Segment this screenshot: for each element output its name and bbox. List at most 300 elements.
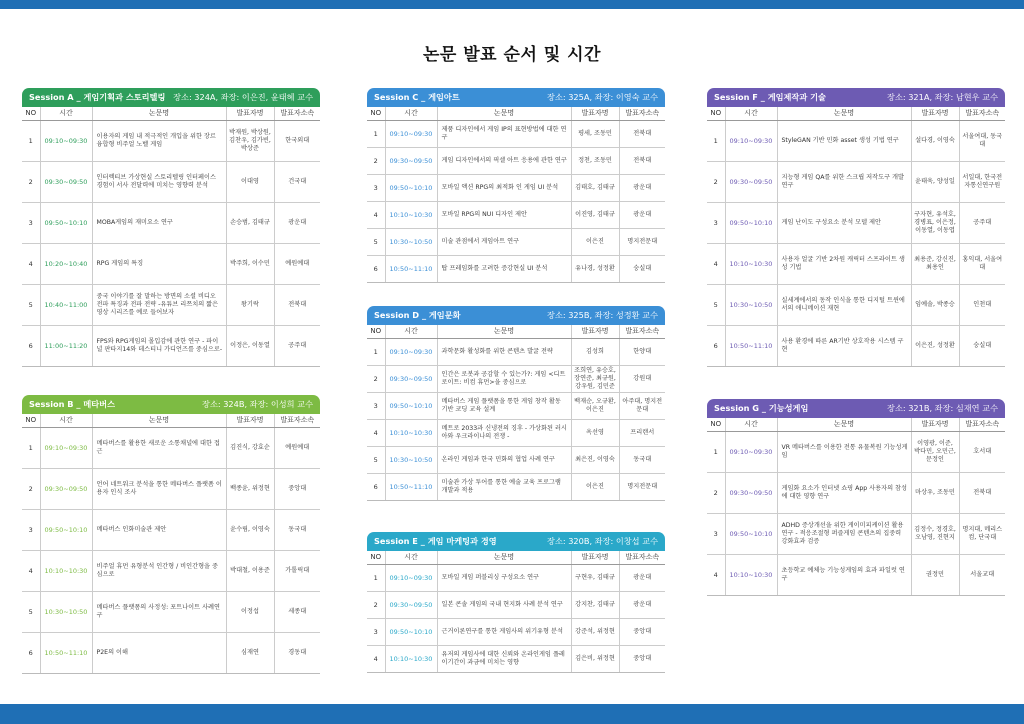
table-row <box>22 591 320 632</box>
session-header <box>367 306 665 325</box>
row-presenter: 심재연 <box>226 632 274 673</box>
top-accent-bar <box>0 0 1024 9</box>
row-affiliation: 서울여대, 동국대 <box>959 120 1005 161</box>
table-row <box>707 554 1005 595</box>
row-time: 09:10~09:30 <box>725 120 777 161</box>
row-affiliation: 광운대 <box>619 564 665 591</box>
row-presenter: 이영광, 이준, 박다민, 오민근, 문정인 <box>911 431 959 472</box>
row-time: 09:10~09:30 <box>385 120 437 147</box>
session-a <box>22 88 320 367</box>
table-row <box>367 228 665 255</box>
table-header-row <box>707 418 1005 431</box>
table-header-row <box>367 551 665 564</box>
row-time: 09:50~10:10 <box>40 509 92 550</box>
row-no: 6 <box>367 473 385 500</box>
row-affiliation: 전북대 <box>619 147 665 174</box>
row-no: 1 <box>22 427 40 468</box>
col-time: 시간 <box>385 325 437 338</box>
table-header-row <box>22 107 320 120</box>
row-title: 사용자 얼굴 기반 2차원 캐릭터 스프라이트 생성 기법 <box>777 243 911 284</box>
row-presenter: 옥선영 <box>571 419 619 446</box>
row-presenter: 박재원, 박상원, 김찬우, 김가빈, 박상준 <box>226 120 274 161</box>
table-row <box>367 255 665 282</box>
session-g <box>707 399 1005 596</box>
session-f <box>707 88 1005 367</box>
row-affiliation: 프리랜서 <box>619 419 665 446</box>
session-name: Session D _ 게임문화 <box>374 310 461 320</box>
row-no: 1 <box>367 338 385 365</box>
row-title: 지능형 게임 QA를 위한 스크립 저작도구 개발 연구 <box>777 161 911 202</box>
col-title: 논문명 <box>777 418 911 431</box>
table-row <box>707 161 1005 202</box>
row-title: 유저의 게임사에 대한 신뢰와 온라인게임 플레이기간이 과금에 미치는 영향 <box>437 645 571 672</box>
row-presenter: 김진식, 강효순 <box>226 427 274 468</box>
table-header-row <box>22 414 320 427</box>
row-affiliation: 세종대 <box>274 591 320 632</box>
session-header <box>22 88 320 107</box>
session-info: 장소: 325B, 좌장: 성정환 교수 <box>547 310 658 320</box>
table-row <box>367 473 665 500</box>
row-title: StyleGAN 기반 민화 asset 생성 기법 연구 <box>777 120 911 161</box>
row-title: 사용 환경에 따른 AR기반 상호작용 시스템 구현 <box>777 325 911 366</box>
table-row <box>367 365 665 392</box>
row-affiliation: 광운대 <box>274 202 320 243</box>
table-row <box>367 645 665 672</box>
row-presenter: 강지찬, 김태규 <box>571 591 619 618</box>
col-no: NO <box>22 107 40 120</box>
table-row <box>707 243 1005 284</box>
row-affiliation: 중앙대 <box>274 468 320 509</box>
row-title: 모바일 액션 RPG의 최적화 인 게임 UI 분석 <box>437 174 571 201</box>
table-row <box>367 564 665 591</box>
row-presenter: 조희연, 유승호, 장연준, 최규원, 강우원, 김민준 <box>571 365 619 392</box>
row-affiliation: 경동대 <box>274 632 320 673</box>
row-time: 09:50~10:10 <box>40 202 92 243</box>
table-row <box>22 325 320 366</box>
col-no: NO <box>367 551 385 564</box>
row-no: 5 <box>707 284 725 325</box>
col-no: NO <box>707 418 725 431</box>
row-no: 6 <box>22 325 40 366</box>
row-presenter: 이은진 <box>571 473 619 500</box>
row-title: 근거이론연구를 통한 게임사의 위기유형 분석 <box>437 618 571 645</box>
col-presenter: 발표자명 <box>911 418 959 431</box>
row-presenter: 윤태욱, 양성일 <box>911 161 959 202</box>
row-affiliation: 건국대 <box>274 161 320 202</box>
row-title: 비주얼 휴먼 유형분석 인간형 / 비인간형을 중심으로 <box>92 550 226 591</box>
row-time: 10:30~10:50 <box>385 228 437 255</box>
row-presenter: 유나경, 성정환 <box>571 255 619 282</box>
row-no: 3 <box>22 509 40 550</box>
row-title: 메트로 2033과 신냉전의 징후 - 가상화된 러시아와 우크라이나의 전쟁 - <box>437 419 571 446</box>
col-time: 시간 <box>385 551 437 564</box>
row-time: 10:40~11:00 <box>40 284 92 325</box>
row-no: 2 <box>22 468 40 509</box>
row-presenter: 구자현, 유석호, 경병표, 이은정, 이동열, 이동엽 <box>911 202 959 243</box>
row-no: 4 <box>707 243 725 284</box>
session-table <box>22 414 320 673</box>
table-row <box>22 632 320 673</box>
session-name: Session E _ 게임 마케팅과 경영 <box>374 536 497 546</box>
row-time: 11:00~11:20 <box>40 325 92 366</box>
table-row <box>367 147 665 174</box>
row-no: 3 <box>707 202 725 243</box>
row-affiliation: 호서대 <box>959 431 1005 472</box>
row-title: 모바일 RPG의 NUI 디자인 제안 <box>437 201 571 228</box>
row-affiliation: 동국대 <box>274 509 320 550</box>
col-presenter: 발표자명 <box>911 107 959 120</box>
row-no: 1 <box>707 431 725 472</box>
bottom-accent-bar <box>0 704 1024 724</box>
session-table <box>367 325 665 500</box>
session-name: Session B _ 메타버스 <box>29 399 115 409</box>
session-d <box>367 306 665 501</box>
row-affiliation: 전북대 <box>959 472 1005 513</box>
row-presenter: 이대영 <box>226 161 274 202</box>
row-time: 09:30~09:50 <box>725 472 777 513</box>
col-no: NO <box>367 107 385 120</box>
row-time: 10:50~11:10 <box>725 325 777 366</box>
row-title: P2E의 이해 <box>92 632 226 673</box>
row-title: 메타버스 게임 플랫폼을 통한 게임 창작 활동 기반 코딩 교육 설계 <box>437 392 571 419</box>
row-no: 3 <box>22 202 40 243</box>
row-time: 09:30~09:50 <box>40 161 92 202</box>
row-presenter: 이은진 <box>571 228 619 255</box>
row-title: 온라인 게임과 한국 민화의 협업 사례 연구 <box>437 446 571 473</box>
row-presenter: 이은진, 성정환 <box>911 325 959 366</box>
row-no: 4 <box>367 201 385 228</box>
session-header <box>367 88 665 107</box>
row-affiliation: 광운대 <box>619 591 665 618</box>
row-title: 메타버스 플랫폼의 사정성: 포트나이트 사례연구 <box>92 591 226 632</box>
row-presenter: 최은진, 이영숙 <box>571 446 619 473</box>
row-no: 2 <box>707 472 725 513</box>
row-time: 09:50~10:10 <box>725 202 777 243</box>
col-affiliation: 발표자소속 <box>619 551 665 564</box>
session-e <box>367 532 665 673</box>
row-presenter: 권정민 <box>911 554 959 595</box>
session-header <box>707 88 1005 107</box>
row-no: 6 <box>367 255 385 282</box>
row-time: 09:50~10:10 <box>385 174 437 201</box>
row-presenter: 임예솔, 박종승 <box>911 284 959 325</box>
table-row <box>367 174 665 201</box>
session-table <box>367 107 665 282</box>
col-affiliation: 발표자소속 <box>274 107 320 120</box>
row-affiliation: 명지대, 메리스컴, 단국대 <box>959 513 1005 554</box>
col-title: 논문명 <box>437 551 571 564</box>
row-title: 게임 난이도 구성요소 분석 모델 제안 <box>777 202 911 243</box>
table-row <box>22 550 320 591</box>
row-time: 10:10~10:30 <box>385 419 437 446</box>
row-affiliation: 한양대 <box>619 338 665 365</box>
col-presenter: 발표자명 <box>571 107 619 120</box>
row-no: 4 <box>707 554 725 595</box>
session-table <box>367 551 665 672</box>
session-header <box>22 395 320 414</box>
row-no: 3 <box>367 174 385 201</box>
row-time: 10:50~11:10 <box>40 632 92 673</box>
row-time: 10:10~10:30 <box>385 645 437 672</box>
row-presenter: 최용준, 강신진, 최용인 <box>911 243 959 284</box>
row-no: 4 <box>22 243 40 284</box>
session-info: 장소: 324A, 좌장: 이은진, 윤태혜 교수 <box>173 92 313 102</box>
row-affiliation: 전북대 <box>619 120 665 147</box>
col-presenter: 발표자명 <box>226 414 274 427</box>
row-affiliation: 서울교대 <box>959 554 1005 595</box>
row-title: 탑 프레임화를 고려한 증강현실 UI 분석 <box>437 255 571 282</box>
row-title: 미술관 가상 투어를 통한 예술 교육 프로그램 개발과 적용 <box>437 473 571 500</box>
row-no: 3 <box>367 618 385 645</box>
row-affiliation: 강원대 <box>619 365 665 392</box>
row-affiliation: 중앙대 <box>619 618 665 645</box>
table-row <box>22 243 320 284</box>
session-info: 장소: 324B, 좌장: 이성희 교수 <box>202 399 313 409</box>
row-presenter: 김성희 <box>571 338 619 365</box>
row-time: 09:50~10:10 <box>385 392 437 419</box>
col-affiliation: 발표자소속 <box>959 107 1005 120</box>
row-time: 09:10~09:30 <box>40 120 92 161</box>
row-presenter: 백재순, 오규환, 이은진 <box>571 392 619 419</box>
row-time: 09:50~10:10 <box>725 513 777 554</box>
row-affiliation: 인천대 <box>959 284 1005 325</box>
row-title: ADHD 증상개선을 위한 게이미피케이션 활용연구 - 적응조절형 퍼즐게임 콘텐츠의 집중력 강화효과 검증 <box>777 513 911 554</box>
row-no: 1 <box>367 564 385 591</box>
row-title: 미술 관점에서 게임아트 연구 <box>437 228 571 255</box>
row-affiliation: 동국대 <box>619 446 665 473</box>
row-time: 10:50~11:10 <box>385 473 437 500</box>
row-no: 3 <box>707 513 725 554</box>
row-affiliation: 광운대 <box>619 174 665 201</box>
row-presenter: 이정은, 이동열 <box>226 325 274 366</box>
row-title: 인간은 로봇과 공감할 수 있는가?: 게임 <디트로이트: 비컴 휴먼>을 중심으로 <box>437 365 571 392</box>
col-affiliation: 발표자소속 <box>959 418 1005 431</box>
col-no: NO <box>367 325 385 338</box>
col-presenter: 발표자명 <box>571 325 619 338</box>
row-affiliation: 전북대 <box>274 284 320 325</box>
table-row <box>22 120 320 161</box>
table-row <box>22 468 320 509</box>
row-time: 10:10~10:30 <box>725 243 777 284</box>
page-title: 논문 발표 순서 및 시간 <box>423 45 601 65</box>
row-no: 5 <box>367 446 385 473</box>
row-time: 09:50~10:10 <box>385 618 437 645</box>
row-time: 09:10~09:30 <box>40 427 92 468</box>
col-title: 논문명 <box>437 325 571 338</box>
col-affiliation: 발표자소속 <box>274 414 320 427</box>
row-presenter: 평세, 조동민 <box>571 120 619 147</box>
col-time: 시간 <box>725 418 777 431</box>
row-no: 1 <box>707 120 725 161</box>
row-no: 2 <box>367 147 385 174</box>
row-title: 언어 네트워크 분석을 통한 메타버스 플랫폼 이용자 인식 조사 <box>92 468 226 509</box>
row-time: 09:10~09:30 <box>385 564 437 591</box>
row-affiliation: 숭실대 <box>619 255 665 282</box>
table-row <box>367 201 665 228</box>
row-title: 중국 이야기를 잘 말하는 방면의 소셜 비디오 전파 특징과 전파 전략 -유튜브 리쯔치의 짧은 영상 시리즈를 예로 들어보자 <box>92 284 226 325</box>
session-table <box>22 107 320 366</box>
row-no: 3 <box>367 392 385 419</box>
col-time: 시간 <box>40 414 92 427</box>
row-title: RPG 게임의 특징 <box>92 243 226 284</box>
table-row <box>707 284 1005 325</box>
row-time: 10:50~11:10 <box>385 255 437 282</box>
row-affiliation: 광운대 <box>619 201 665 228</box>
session-b <box>22 395 320 674</box>
row-title: 모바일 게임 퍼블리싱 구성요소 연구 <box>437 564 571 591</box>
row-no: 2 <box>367 365 385 392</box>
row-title: 메타버스를 활용한 새로운 소통채널에 대한 접근 <box>92 427 226 468</box>
row-affiliation: 홍익대, 서울여대 <box>959 243 1005 284</box>
row-presenter: 강준석, 위정현 <box>571 618 619 645</box>
row-affiliation: 공주대 <box>274 325 320 366</box>
row-no: 4 <box>367 645 385 672</box>
row-affiliation: 명지전문대 <box>619 473 665 500</box>
row-time: 09:30~09:50 <box>385 591 437 618</box>
session-name: Session F _ 게임제작과 기술 <box>714 92 826 102</box>
row-no: 5 <box>22 591 40 632</box>
row-presenter: 이정섭 <box>226 591 274 632</box>
table-row <box>367 120 665 147</box>
row-title: 게임 디자인에서의 픽셀 아트 응용에 관한 연구 <box>437 147 571 174</box>
row-presenter: 백종윤, 위정현 <box>226 468 274 509</box>
col-presenter: 발표자명 <box>571 551 619 564</box>
row-no: 1 <box>367 120 385 147</box>
row-no: 4 <box>367 419 385 446</box>
row-time: 09:10~09:30 <box>385 338 437 365</box>
row-affiliation: 예원예대 <box>274 243 320 284</box>
col-title: 논문명 <box>92 414 226 427</box>
table-row <box>22 509 320 550</box>
session-info: 장소: 321B, 좌장: 심재연 교수 <box>887 403 998 413</box>
row-time: 10:30~10:50 <box>725 284 777 325</box>
row-presenter: 윤수림, 이영숙 <box>226 509 274 550</box>
row-title: 게임화 요소가 인터넷 쇼핑 App 사용자의 참성에 대한 영향 연구 <box>777 472 911 513</box>
row-affiliation: 숭실대 <box>959 325 1005 366</box>
col-title: 논문명 <box>437 107 571 120</box>
row-time: 09:30~09:50 <box>725 161 777 202</box>
row-title: FPS와 RPG게임의 몰입감에 관한 연구 - 파이널 판타지14와 데스티니 가디언즈를 중심으로- <box>92 325 226 366</box>
row-time: 09:30~09:50 <box>40 468 92 509</box>
col-no: NO <box>707 107 725 120</box>
table-row <box>22 427 320 468</box>
table-row <box>367 392 665 419</box>
session-header <box>707 399 1005 418</box>
row-no: 2 <box>707 161 725 202</box>
row-time: 09:30~09:50 <box>385 147 437 174</box>
row-affiliation: 아주대, 명지전문대 <box>619 392 665 419</box>
row-presenter: 박주희, 이수민 <box>226 243 274 284</box>
row-presenter: 김은비, 위정현 <box>571 645 619 672</box>
row-affiliation: 서일대, 한국전자통신연구원 <box>959 161 1005 202</box>
session-name: Session G _ 기능성게임 <box>714 403 809 413</box>
table-row <box>707 202 1005 243</box>
row-no: 2 <box>367 591 385 618</box>
row-affiliation: 예원예대 <box>274 427 320 468</box>
col-affiliation: 발표자소속 <box>619 325 665 338</box>
row-affiliation: 가톨릭대 <box>274 550 320 591</box>
table-row <box>707 472 1005 513</box>
table-row <box>707 513 1005 554</box>
table-header-row <box>367 325 665 338</box>
table-row <box>22 284 320 325</box>
table-row <box>367 338 665 365</box>
row-presenter: 박대철, 이용준 <box>226 550 274 591</box>
row-presenter: 마상우, 조동민 <box>911 472 959 513</box>
row-time: 09:30~09:50 <box>385 365 437 392</box>
col-time: 시간 <box>385 107 437 120</box>
row-presenter: 왕기락 <box>226 284 274 325</box>
row-affiliation: 한국외대 <box>274 120 320 161</box>
table-row <box>367 419 665 446</box>
row-title: 일본 콘솔 게임의 국내 현지화 사례 분석 연구 <box>437 591 571 618</box>
row-time: 10:30~10:50 <box>40 591 92 632</box>
row-title: VR 메타버스를 이용한 전통 유물복원 기능성게임 <box>777 431 911 472</box>
table-row <box>22 202 320 243</box>
session-info: 장소: 325A, 좌장: 이영숙 교수 <box>547 92 658 102</box>
row-time: 10:10~10:30 <box>385 201 437 228</box>
row-no: 5 <box>22 284 40 325</box>
row-time: 09:10~09:30 <box>725 431 777 472</box>
row-time: 10:20~10:40 <box>40 243 92 284</box>
session-table <box>707 107 1005 366</box>
col-title: 논문명 <box>777 107 911 120</box>
table-header-row <box>707 107 1005 120</box>
row-affiliation: 공주대 <box>959 202 1005 243</box>
row-no: 6 <box>707 325 725 366</box>
row-title: 메타버스 인화미술관 제안 <box>92 509 226 550</box>
row-title: MOBA게임의 재미요소 연구 <box>92 202 226 243</box>
col-time: 시간 <box>725 107 777 120</box>
row-no: 4 <box>22 550 40 591</box>
row-title: 과학문화 활성화를 위한 콘텐츠 발굴 전략 <box>437 338 571 365</box>
row-title: 이용자의 게임 내 적극적인 개입을 위한 장르 융합형 비주얼 노벨 게임 <box>92 120 226 161</box>
row-presenter: 정천, 조동민 <box>571 147 619 174</box>
table-row <box>367 618 665 645</box>
row-presenter: 손승범, 김태규 <box>226 202 274 243</box>
row-presenter: 설다경, 이영숙 <box>911 120 959 161</box>
row-presenter: 김태호, 김태규 <box>571 174 619 201</box>
session-name: Session C _ 게임아트 <box>374 92 460 102</box>
row-title: 실세계에서의 동작 인식을 통한 디지털 트윈에서의 애니메이션 재현 <box>777 284 911 325</box>
col-affiliation: 발표자소속 <box>619 107 665 120</box>
col-title: 논문명 <box>92 107 226 120</box>
row-title: 제품 디자인에서 게임 IP의 표현방법에 대한 연구 <box>437 120 571 147</box>
row-title: 초등학교 예체능 기능성게임의 효과 파일럿 연구 <box>777 554 911 595</box>
session-table <box>707 418 1005 595</box>
row-presenter: 구현우, 김태규 <box>571 564 619 591</box>
row-no: 1 <box>22 120 40 161</box>
col-presenter: 발표자명 <box>226 107 274 120</box>
row-time: 10:10~10:30 <box>725 554 777 595</box>
row-no: 2 <box>22 161 40 202</box>
col-time: 시간 <box>40 107 92 120</box>
row-affiliation: 중앙대 <box>619 645 665 672</box>
table-row <box>707 431 1005 472</box>
session-header <box>367 532 665 551</box>
col-no: NO <box>22 414 40 427</box>
row-no: 5 <box>367 228 385 255</box>
row-no: 6 <box>22 632 40 673</box>
table-row <box>707 120 1005 161</box>
row-presenter: 이진영, 김태규 <box>571 201 619 228</box>
table-row <box>22 161 320 202</box>
row-time: 10:10~10:30 <box>40 550 92 591</box>
row-presenter: 김정수, 정경호, 오남영, 진현지 <box>911 513 959 554</box>
session-name: Session A _ 게임기획과 스토리텔링 <box>29 92 166 102</box>
row-title: 인터렉티브 가상현실 스토리텔링 인터페이스 경험이 서사 전달력에 미치는 영향력 분석 <box>92 161 226 202</box>
row-time: 10:30~10:50 <box>385 446 437 473</box>
